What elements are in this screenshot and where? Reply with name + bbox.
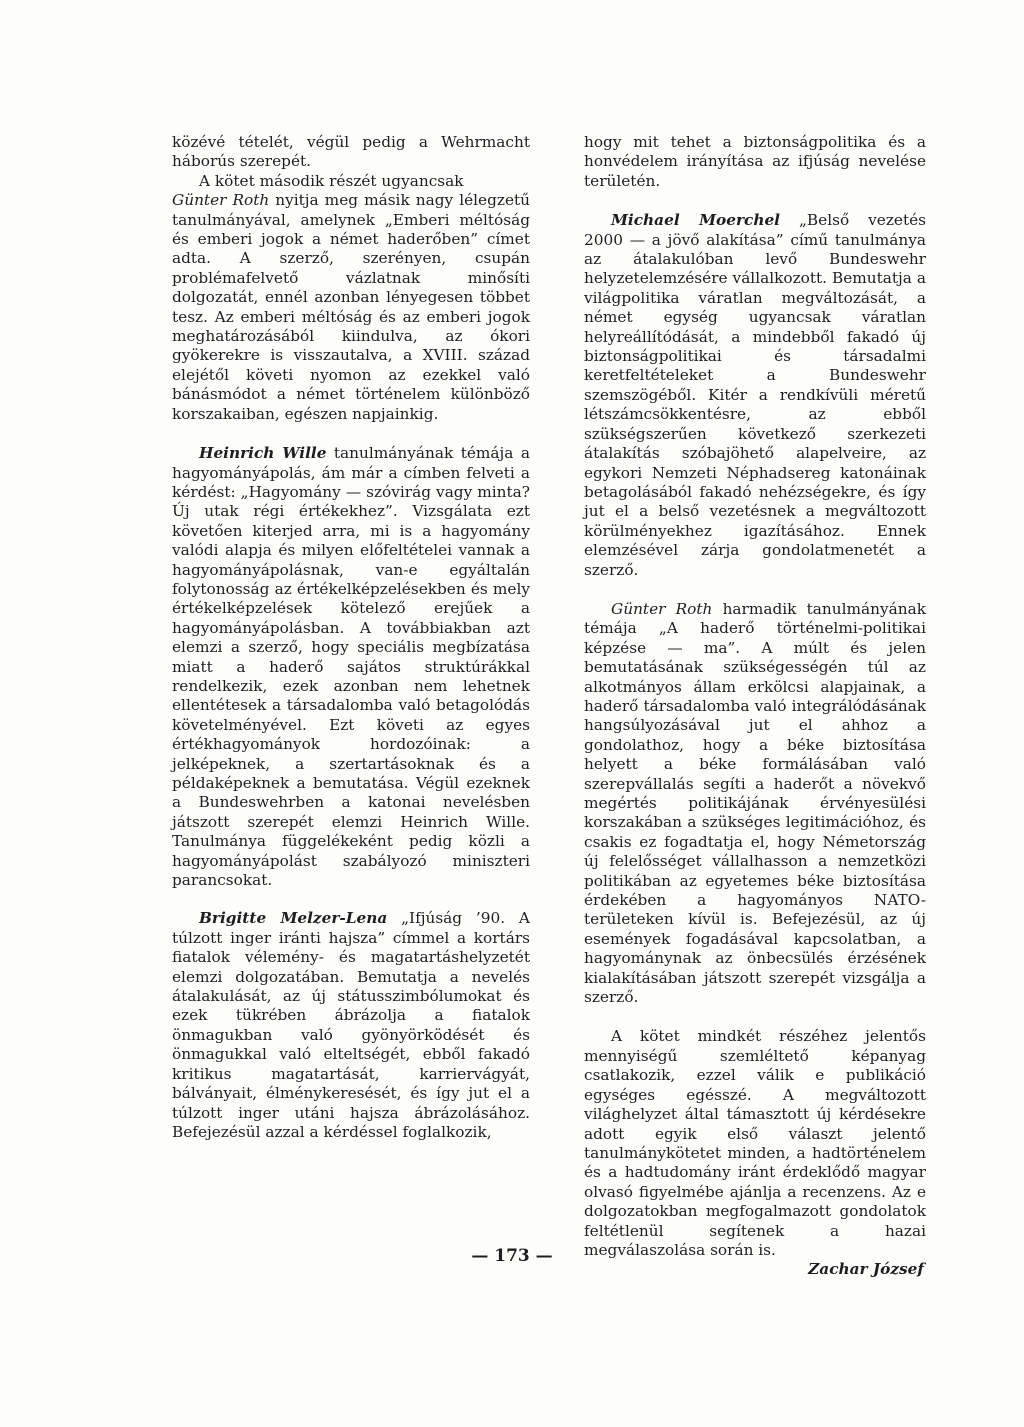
paragraph-lead: A kötet második részét ugyancsak <box>199 171 464 190</box>
paragraph-melzer-lena <box>172 909 530 1142</box>
paragraph-text: tanulmányának témája a hagyományápolás, ám már a címben felveti a kérdést: „Hagyomány — szóvirág vagy minta? Új utak régi értékekhez”. Vizsgálata ezt követően kiterjed arra, mi is a hagyomány valódi alapja és milyen előfeltételei vannak a hagyományápolásnak, van-e egyáltalán folytonosság az értékelképzelésekben és mely értékelképzelések kötelező erejűek a hagyományápolásban. A továbbiakban azt elemzi a szerző, hogy speciális megbízatása miatt a haderő sajátos struktúrákkal rendelkezik, ezek azonban nem lehetnek ellentétesek a társadalomba való betagolódás követelményével. Ezt követi az egyes értékhagyományok hordozóinak: a jelképeknek, a szertartásoknak és a példaképeknek a bemutatása. Végül ezeknek a Bundeswehrben a katonai nevelésben játszott szerepét elemzi Heinrich Wille. Tanulmánya függelékeként pedig közli a hagyományápolást szabályozó miniszteri parancsokat. <box>172 444 530 890</box>
paragraph-roth-first <box>172 172 530 424</box>
paragraph-wille <box>172 444 530 890</box>
page-number: — 173 — <box>471 1246 553 1266</box>
author-name: Günter Roth <box>611 599 713 618</box>
paragraph-text: nyitja meg másik nagy lélegzetű tanulmányával, amelynek „Emberi méltóság és emberi jogok a német haderőben” címet adta. A szerző, szerényen, csupán problémafelvető vázlatnak minősíti dolgozatát, ennél azonban lényegesen többet tesz. Az emberi méltóság és az emberi jogok meghatározásából kiindulva, az ókori gyökerekre is visszautalva, a XVIII. század elejétől követi nyomon az ezekkel való bánásmódot a német történelem különböző korszakaiban, egészen napjainkig. <box>172 191 530 423</box>
author-name: Michael Moerchel <box>611 211 780 230</box>
author-name: Günter Roth <box>172 191 270 210</box>
reviewer-signature: Zachar József <box>808 1260 924 1279</box>
author-name: Heinrich Wille <box>199 444 327 463</box>
paragraph-conclusion: A kötet mindkét részéhez jelentős mennyiségű szemléltető képanyag csatlakozik, ezzel válik e publikáció egységes egésszé. A megváltozott világhelyzet által támasztott új kérdésekre adott egyik első választ jelentő tanulmánykötetet minden, a hadtörténelem és a hadtudomány iránt érdeklődő magyar olvasó figyelmébe ajánlja a recenzens. Az e dolgozatokban megfogalmazott gondolatok feltétlenül segítenek a hazai megválaszolása során is. <box>584 1027 926 1259</box>
paragraph-moerchel <box>584 211 926 580</box>
author-name: Brigitte Melzer-Lena <box>199 909 388 928</box>
paragraph-text: „Ifjúság ’90. A túlzott inger iránti hajsza” címmel a kortárs fiatalok vélemény- és magatartáshelyzetét elemzi dolgozatában. Bemutatja a nevelés átalakulását, az új státusszimbólumokat és ezek tükrében ábrázolja a fiatalok önmagukban való gyönyörködését és önmagukkal való elteltségét, ebből fakadó kritikus magatartását, karriervágyát, bálványait, élménykeresését, és így jut el a túlzott inger utáni hajsza ábrázolásához. Befejezésül azzal a kérdéssel foglalkozik, <box>172 909 530 1141</box>
paragraph-roth-third <box>584 600 926 1008</box>
paragraph-continuation: közévé tételét, végül pedig a Wehrmacht háborús szerepét. <box>172 133 530 171</box>
paragraph-continuation: hogy mit tehet a biztonságpolitika és a honvédelem irányítása az ifjúság nevelése területén. <box>584 133 926 190</box>
paragraph-text: harmadik tanulmányának témája „A haderő történelmi-politikai képzése — ma”. A múlt és jelen bemutatásának szükségességén túl az alkotmányos állam erkölcsi alapjainak, a haderő társadalomba való integrálódásának hangsúlyozásával jut el ahhoz a gondolathoz, hogy a béke biztosítása helyett a béke formálásában való szerepvállalás segíti a haderőt a növekvő megértés politikájának érvényesülési korszakában a szükséges legitimációhoz, és csakis ez fogadtatja el, hogy Németország új felelősséget vállalhasson a nemzetközi politikában az egyetemes béke biztosítása érdekében a hagyományos NATO-területeken kívül is. Befejezésül, az új események fogadásával kapcsolatban, a hagyománynak az önbecsülés érzésének kialakításában játszott szerepét vizsgálja a szerző. <box>584 599 926 1007</box>
left-column <box>172 133 530 1142</box>
paragraph-text: „Belső vezetés 2000 — a jövő alakítása” című tanulmánya az átalakulóban levő Bundeswehr helyzetelemzésére vállalkozott. Bemutatja a világpolitika váratlan megváltozását, a német egység ugyancsak váratlan helyreállítódását, a mindebből fakadó új biztonságpolitikai és társadalmi keretfeltételeket a Bundeswehr szemszögéből. Kitér a rendkívüli méretű létszámcsökkentésre, az ebből szükségszerűen következő szerkezeti átalakítás szóbajöhető alapelveire, az egykori Nemzeti Néphadsereg katonáinak betagolásából fakadó nehézségekre, és így jut el a belső vezetésnek a megváltozott körülményekhez igazításához. Ennek elemzésével zárja gondolatmenetét a szerző. <box>584 211 926 579</box>
right-column <box>584 133 926 1280</box>
